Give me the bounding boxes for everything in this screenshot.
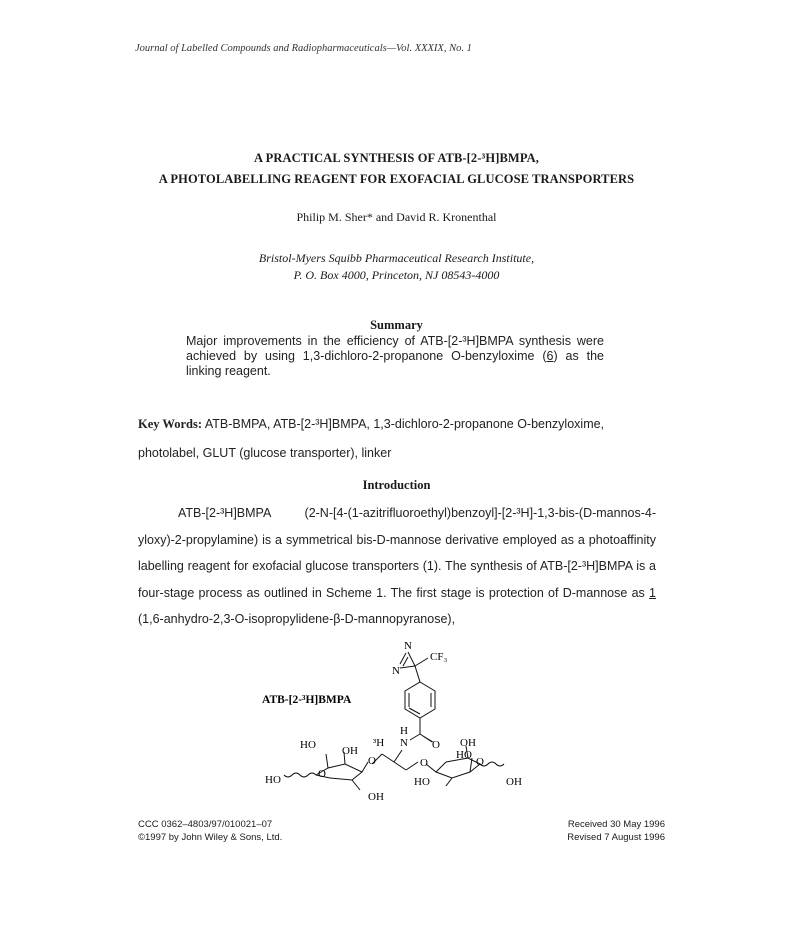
atom-h-amide: H [400,725,408,737]
footer-left [138,818,282,844]
summary-text-part-1: Major improvements in the efficiency of ATB-[2-³H]BMPA synthesis were achieved by using 1,3-dichloro-2-propanone O-benzyloxime ( [186,334,604,363]
benzene-ring [405,682,435,742]
introduction-text-part-1: ATB-[2-³H]BMPA (2-N-[4-(1-azitrifluoroethyl)benzoyl]-[2-³H]-1,3-bis-(D-mannos-4-yloxy)-2-propylamine) is a symmetrical bis-D-mannose derivative employed as a photoaffinity labelling reagent for exofacial glucose transporters (1). The synthesis of ATB-[2-³H]BMPA is a four-stage process as outlined in Scheme 1. The first stage is protection of D-mannose as [138,506,656,600]
atom-oh-right: OH [460,737,476,749]
introduction-text [138,500,656,633]
atom-oh-left-bottom: OH [368,791,384,803]
revised-date: Revised 7 August 1996 [567,832,665,843]
keywords [138,410,658,468]
left-mannose-ring [284,752,368,790]
atom-o-right-ring: O [476,756,484,768]
ccc-code: CCC 0362–4803/97/010021–07 [138,819,273,830]
atom-n-left: N [392,665,400,677]
affiliation-line-1: Bristol-Myers Squibb Pharmaceutical Research Institute, [258,251,535,265]
summary-compound-ref: 6 [546,349,554,363]
keywords-text: ATB-BMPA, ATB-[2-³H]BMPA, 1,3-dichloro-2-propanone O-benzyloxime, photolabel, GLUT (glucose transporter), linker [138,417,605,460]
atom-ho-right-ring: HO [456,749,472,761]
introduction-compound-ref: 1 [649,585,656,600]
introduction-text-part-2: (1,6-anhydro-2,3-O-isopropylidene-β-D-mannopyranose), [138,612,456,626]
affiliation-line-2: P. O. Box 4000, Princeton, NJ 08543-4000 [293,268,500,282]
atom-oh-right-tail: OH [506,776,522,788]
copyright: ©1997 by John Wiley & Sons, Ltd. [138,832,283,843]
atom-ho-left-tail: HO [265,774,281,786]
diazirine-ring [400,652,428,682]
received-date: Received 30 May 1996 [567,819,665,830]
journal-header: Journal of Labelled Compounds and Radiopharmaceuticals—Vol. XXXIX, No. 1 [135,43,472,54]
compound-label: ATB-[2-³H]BMPA [262,694,352,706]
footer-right [540,818,665,844]
summary-heading: Summary [370,318,423,332]
chemical-structure-scheme [130,630,670,805]
summary-text [186,334,604,379]
introduction-heading: Introduction [362,478,431,492]
atom-tritium: ³H [373,737,385,749]
atom-n-top: N [404,640,412,652]
keywords-label: Key Words: [138,417,203,431]
atom-cf3: CF₃ [430,651,448,663]
atom-ho-left: HO [300,739,316,751]
summary-text-part-2: ) as the linking reagent. [186,349,604,378]
atom-oh-left-ring: OH [342,745,358,757]
propylamine-linker [372,750,418,770]
atom-o-left-ring: O [318,768,326,780]
authors: Philip M. Sher* and David R. Kronenthal [296,210,497,224]
atom-n-amide: N [400,737,408,749]
atom-ho-right-bottom: HO [414,776,430,788]
atom-o-left-ether: O [368,755,376,767]
atom-o-carbonyl: O [432,739,440,751]
paper-title-line-1: A PRACTICAL SYNTHESIS OF ATB-[2-³H]BMPA, [254,151,539,165]
paper-title-line-2: A PHOTOLABELLING REAGENT FOR EXOFACIAL GLUCOSE TRANSPORTERS [158,172,635,186]
atom-o-right-ether: O [420,757,428,769]
